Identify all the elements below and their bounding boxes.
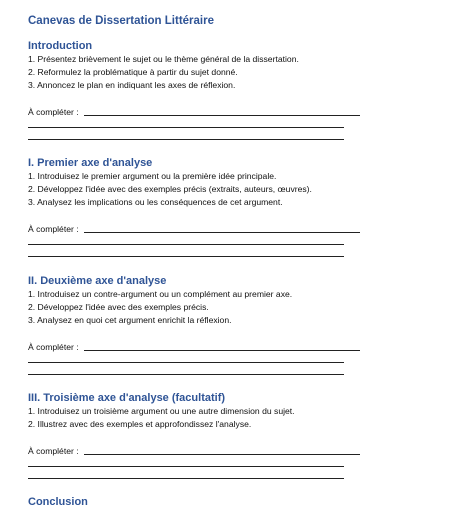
list-item: 2. Développez l'idée avec des exemples précis (extraits, auteurs, œuvres). [28,184,312,194]
fill-in-row [28,106,428,118]
fill-line[interactable] [28,469,428,481]
section-heading: Conclusion [28,496,88,508]
fill-line[interactable] [84,350,360,351]
fill-label: À compléter : [28,107,79,117]
list-item: 2. Illustrez avec des exemples et approfondissez l'analyse. [28,419,252,429]
fill-line[interactable] [28,118,428,130]
list-item: 2. Reformulez la problématique à partir du sujet donné. [28,67,238,77]
fill-line[interactable] [28,365,428,377]
section-premier-axe [28,157,428,259]
fill-line[interactable] [28,235,428,247]
section-heading: I. Premier axe d'analyse [28,157,153,169]
list-item: 3. Analysez en quoi cet argument enrichit la réflexion. [28,315,232,325]
list-item: 3. Annoncez le plan en indiquant les axes de réflexion. [28,80,236,90]
fill-label: À compléter : [28,224,79,234]
section-introduction [28,40,428,142]
section-deuxieme-axe [28,275,428,377]
fill-line[interactable] [84,115,360,116]
fill-line[interactable] [28,130,428,142]
section-troisieme-axe [28,392,428,481]
instruction-list [28,170,428,209]
section-conclusion [28,496,428,509]
instruction-list [28,405,428,431]
instruction-list [28,53,428,92]
section-heading: III. Troisième axe d'analyse (facultatif) [28,392,226,404]
list-item: 1. Introduisez un contre-argument ou un complément au premier axe. [28,289,293,299]
fill-line[interactable] [28,457,428,469]
fill-line[interactable] [28,247,428,259]
document-title: Canevas de Dissertation Littéraire [28,15,214,27]
fill-line[interactable] [28,353,428,365]
instruction-list [28,288,428,327]
section-heading: Introduction [28,40,93,52]
fill-line[interactable] [84,232,360,233]
fill-label: À compléter : [28,342,79,352]
fill-in-row [28,341,428,353]
list-item: 3. Analysez les implications ou les conséquences de cet argument. [28,197,283,207]
fill-line[interactable] [84,454,360,455]
section-heading: II. Deuxième axe d'analyse [28,275,167,287]
list-item: 1. Introduisez un troisième argument ou une autre dimension du sujet. [28,406,295,416]
fill-in-row [28,445,428,457]
fill-label: À compléter : [28,446,79,456]
list-item: 1. Introduisez le premier argument ou la première idée principale. [28,171,277,181]
list-item: 1. Présentez brièvement le sujet ou le thème général de la dissertation. [28,54,299,64]
list-item: 2. Développez l'idée avec des exemples précis. [28,302,209,312]
fill-in-row [28,223,428,235]
